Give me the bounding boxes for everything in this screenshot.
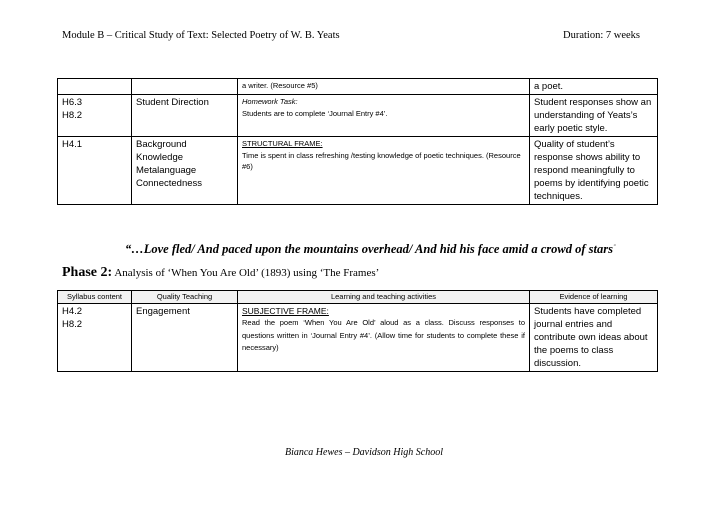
activity-title: STRUCTURAL FRAME: — [242, 139, 323, 148]
table-row — [58, 95, 658, 137]
phase-heading — [62, 265, 379, 281]
evidence-cell: a poet. — [530, 79, 658, 95]
table-header-row — [58, 291, 658, 304]
activity-text: Read the poem ‘When You Are Old’ aloud as a class. Discuss responses to questions written in ‘Journal Entry #4’. (Allow time for students to complete these if necessary) — [242, 318, 525, 352]
table-row — [58, 304, 658, 372]
poem-quote-text: “…Love fled/ And paced upon the mountains overhead/ And hid his face amid a crowd of stars — [125, 242, 613, 256]
syllabus-cell — [58, 79, 132, 95]
quality-cell: Engagement — [132, 304, 238, 372]
lesson-table-phase-1 — [57, 78, 658, 205]
syllabus-cell: H4.1 — [58, 137, 132, 205]
column-header: Syllabus content — [58, 291, 132, 304]
document-header-title: Module B – Critical Study of Text: Selected Poetry of W. B. Yeats — [62, 30, 340, 41]
activity-cell — [238, 95, 530, 137]
table-row — [58, 137, 658, 205]
phase-description: Analysis of ‘When You Are Old’ (1893) using ‘The Frames’ — [114, 267, 380, 279]
activity-cell — [238, 137, 530, 205]
activity-title: SUBJECTIVE FRAME: — [242, 306, 329, 316]
phase-label: Phase 2: — [62, 265, 113, 280]
quality-cell — [132, 79, 238, 95]
activity-cell — [238, 304, 530, 372]
lesson-table-phase-2 — [57, 290, 658, 372]
quality-cell: Background Knowledge Metalanguage Connectedness — [132, 137, 238, 205]
syllabus-cell: H6.3 H8.2 — [58, 95, 132, 137]
activity-text: Students are to complete ‘Journal Entry #4’. — [242, 108, 388, 118]
document-footer: Bianca Hewes – Davidson High School — [284, 447, 444, 458]
activity-title: Homework Task: — [242, 97, 298, 106]
evidence-cell: Quality of student’s response shows ability to respond meaningfully to poems by identifying poetic techniques. — [530, 137, 658, 205]
column-header: Quality Teaching — [132, 291, 238, 304]
activity-text: a writer. (Resource #5) — [242, 81, 318, 90]
quality-cell: Student Direction — [132, 95, 238, 137]
activity-text: Time is spent in class refreshing /testing knowledge of poetic techniques. (Resource #6) — [242, 150, 521, 171]
poem-quote — [125, 242, 616, 257]
table-row — [58, 79, 658, 95]
evidence-cell: Students have completed journal entries and contribute own ideas about the poems to class discussion. — [530, 304, 658, 372]
activity-cell — [238, 79, 530, 95]
column-header: Learning and teaching activities — [238, 291, 530, 304]
syllabus-cell: H4.2 H8.2 — [58, 304, 132, 372]
evidence-cell: Student responses show an understanding of Yeats’s early poetic style. — [530, 95, 658, 137]
document-header-duration: Duration: 7 weeks — [563, 30, 640, 41]
poem-quote-close: ” — [612, 244, 616, 250]
column-header: Evidence of learning — [530, 291, 658, 304]
